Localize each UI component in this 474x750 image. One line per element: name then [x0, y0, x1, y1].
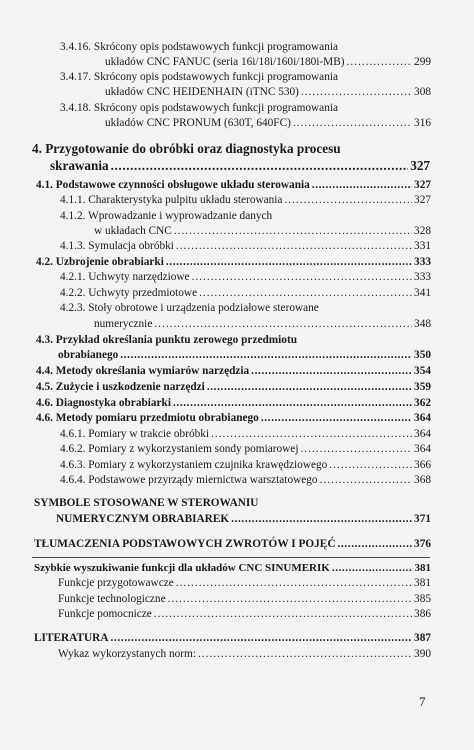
entry-title: Metody pomiaru przedmiotu obrabianego [55, 412, 259, 424]
leader-dots [329, 458, 412, 472]
entry-page: 348 [414, 318, 431, 330]
entry-page: 327 [414, 194, 431, 206]
toc-entry-4-1 [36, 178, 431, 192]
entry-page: 350 [414, 349, 431, 361]
entry-title: Zużycie i uszkodzenie narzędzi [55, 381, 205, 393]
leader-dots [312, 178, 412, 192]
toc-entry-4-1-1 [60, 193, 431, 207]
toc-chapter-4-cont [50, 157, 430, 174]
entry-title: Symulacja obróbki [88, 240, 174, 252]
leader-dots [338, 537, 413, 551]
leader-dots [199, 286, 412, 300]
leader-dots [211, 427, 412, 441]
entry-page: 333 [414, 256, 431, 268]
entry-title: Metody określania wymiarów narzędzia [55, 365, 250, 377]
entry-number: 4.6.4. [60, 474, 86, 486]
leader-dots [166, 255, 412, 269]
leader-dots [192, 270, 412, 284]
entry-page: 333 [414, 271, 431, 283]
leader-dots [111, 631, 413, 645]
entry-number: 4.3. [36, 334, 53, 346]
entry-page: 366 [414, 459, 431, 471]
page-number: 7 [419, 694, 426, 709]
entry-title-cont: skrawania [50, 158, 109, 173]
entry-number: 4.5. [36, 381, 53, 393]
entry-title: Funkcje pomocnicze [58, 608, 152, 620]
leader-dots [111, 157, 409, 174]
entry-number: 4.6. [36, 397, 53, 409]
toc-entry-4-6-1 [60, 427, 431, 441]
leader-dots [198, 647, 412, 661]
entry-title: Skrócony opis podstawowych funkcji programowania [93, 41, 338, 53]
entry-page: 299 [414, 56, 431, 68]
entry-number: 4.6.3. [60, 459, 86, 471]
entry-title-cont: obrabianego [58, 349, 119, 361]
leader-dots [154, 607, 412, 621]
toc-entry-4-1-2 [60, 209, 272, 223]
toc-wykaz-norm [58, 647, 431, 661]
entry-title: Funkcje przygotowawcze [58, 577, 174, 589]
entry-title: SYMBOLE STOSOWANE W STEROWANIU [34, 497, 259, 509]
entry-title: LITERATURA [34, 632, 109, 644]
leader-dots [293, 116, 412, 130]
entry-number: 3.4.16. [60, 41, 92, 53]
leader-dots [154, 317, 412, 331]
entry-number: 3.4.18. [60, 102, 92, 114]
toc-entry-4-1-2-cont [94, 224, 431, 238]
entry-title: Uchwyty narzędziowe [88, 271, 190, 283]
entry-title-cont: NUMERYCZNYM OBRABIAREK [56, 513, 230, 525]
toc-entry-4-2-1 [60, 270, 431, 284]
leader-dots [120, 348, 412, 362]
leader-dots [284, 193, 412, 207]
entry-number: 4.2.2. [60, 287, 86, 299]
toc-entry-3-4-18-cont [105, 116, 431, 130]
entry-page: 368 [414, 474, 431, 486]
entry-page: 327 [410, 158, 430, 173]
toc-entry-4-2-2 [60, 286, 431, 300]
entry-title: Pomiary z wykorzystaniem sondy pomiarowej [88, 443, 299, 455]
entry-page: 381 [414, 577, 431, 589]
entry-page: 390 [414, 648, 431, 660]
entry-title-cont: układów CNC PRONUM (630T, 640FC) [105, 117, 291, 129]
toc-funkcje-przygotowawcze [58, 576, 431, 590]
toc-entry-4-4 [36, 364, 431, 378]
entry-title: Wprowadzanie i wyprowadzanie danych [88, 210, 273, 222]
entry-number: 4.1.1. [60, 194, 86, 206]
entry-title: Skrócony opis podstawowych funkcji programowania [93, 71, 338, 83]
divider-rule [32, 557, 430, 558]
entry-page: 371 [414, 513, 431, 525]
entry-title: Pomiary w trakcie obróbki [88, 428, 210, 440]
toc-funkcje-pomocnicze [58, 607, 431, 621]
entry-number: 4.2.3. [60, 302, 86, 314]
entry-title: Stoły obrotowe i urządzenia podziałowe sterowane [88, 302, 319, 314]
toc-symbole [34, 496, 258, 510]
entry-page: 364 [414, 412, 431, 424]
toc-entry-4-5 [36, 380, 431, 394]
toc-entry-4-6-4 [60, 473, 431, 487]
toc-entry-4-2 [36, 255, 431, 269]
toc-entry-3-4-16 [60, 40, 338, 54]
leader-dots [347, 55, 413, 69]
entry-number: 4.1.2. [60, 210, 86, 222]
entry-page: 331 [414, 240, 431, 252]
entry-page: 376 [414, 538, 431, 550]
toc-symbole-cont [56, 512, 431, 526]
toc-entry-4-3-cont [58, 348, 431, 362]
toc-literatura [34, 631, 431, 645]
leader-dots [207, 380, 412, 394]
entry-title: Przykład określania punktu zerowego przedmiotu [55, 334, 297, 346]
entry-title: Przygotowanie do obróbki oraz diagnostyka procesu [45, 141, 341, 156]
toc-entry-4-2-3 [60, 301, 319, 315]
entry-page: 387 [414, 632, 431, 644]
leader-dots [251, 364, 412, 378]
entry-title: Wykaz wykorzystanych norm: [58, 648, 196, 660]
entry-number: 4.6.2. [60, 443, 86, 455]
toc-entry-4-6-2 [60, 442, 431, 456]
leader-dots [261, 411, 412, 425]
entry-title: Podstawowe przyrządy miernictwa warsztatowego [88, 474, 318, 486]
toc-funkcje-technologiczne [58, 592, 431, 606]
entry-title: Podstawowe czynności obsługowe układu sterowania [55, 179, 310, 191]
entry-page: 386 [414, 608, 431, 620]
leader-dots [168, 592, 412, 606]
entry-number: 4.6. [36, 412, 53, 424]
entry-number: 4.1.3. [60, 240, 86, 252]
entry-title: Charakterystyka pulpitu układu sterowania [88, 194, 283, 206]
toc-entry-4-6-metody [36, 411, 431, 425]
toc-chapter-4 [32, 140, 341, 157]
entry-page: 316 [414, 117, 431, 129]
entry-title: Diagnostyka obrabiarki [55, 397, 171, 409]
entry-title: Funkcje technologiczne [58, 593, 166, 605]
toc-entry-4-6-diagnostyka [36, 396, 431, 410]
entry-page: 364 [414, 443, 431, 455]
leader-dots [301, 85, 412, 99]
leader-dots [300, 442, 412, 456]
leader-dots [173, 396, 412, 410]
entry-title: Uzbrojenie obrabiarki [55, 256, 164, 268]
toc-entry-3-4-17-cont [105, 85, 431, 99]
leader-dots [332, 561, 413, 575]
entry-page: 308 [414, 86, 431, 98]
toc-entry-4-6-3 [60, 458, 431, 472]
entry-page: 381 [414, 562, 431, 574]
entry-page: 328 [414, 225, 431, 237]
entry-number: 3.4.17. [60, 71, 92, 83]
entry-title: Skrócony opis podstawowych funkcji programowania [93, 102, 338, 114]
entry-page: 327 [414, 179, 431, 191]
entry-page: 385 [414, 593, 431, 605]
entry-title-cont: układów CNC HEIDENHAIN (iTNC 530) [105, 86, 299, 98]
entry-page: 359 [414, 381, 431, 393]
leader-dots [176, 239, 412, 253]
entry-title-cont: numerycznie [94, 318, 153, 330]
toc-entry-4-1-3 [60, 239, 431, 253]
toc-tlumaczenia [34, 537, 431, 551]
entry-number: 4.1. [36, 179, 53, 191]
toc-entry-3-4-17 [60, 70, 338, 84]
entry-title: Pomiary z wykorzystaniem czujnika krawędziowego [88, 459, 328, 471]
entry-page: 362 [414, 397, 431, 409]
leader-dots [174, 224, 412, 238]
leader-dots [320, 473, 412, 487]
toc-entry-3-4-18 [60, 101, 338, 115]
entry-number: 4. [32, 141, 42, 156]
entry-title: Uchwyty przedmiotowe [88, 287, 198, 299]
entry-page: 364 [414, 428, 431, 440]
entry-title-cont: układów CNC FANUC (seria 16i/18i/160i/180i-MB) [105, 56, 345, 68]
entry-page: 354 [414, 365, 431, 377]
entry-number: 4.2.1. [60, 271, 86, 283]
entry-number: 4.4. [36, 365, 53, 377]
entry-number: 4.2. [36, 256, 53, 268]
entry-title: TŁUMACZENIA PODSTAWOWYCH ZWROTÓW I POJĘĆ [34, 538, 336, 550]
toc-entry-4-2-3-cont [94, 317, 431, 331]
toc-szybkie-wyszukiwanie [34, 561, 431, 575]
entry-title-cont: w układach CNC [94, 225, 172, 237]
leader-dots [231, 512, 412, 526]
entry-page: 341 [414, 287, 431, 299]
toc-entry-3-4-16-cont [105, 55, 431, 69]
entry-number: 4.6.1. [60, 428, 86, 440]
toc-entry-4-3 [36, 333, 297, 347]
entry-title: Szybkie wyszukiwanie funkcji dla układów CNC SINUMERIK [34, 562, 330, 574]
leader-dots [176, 576, 412, 590]
